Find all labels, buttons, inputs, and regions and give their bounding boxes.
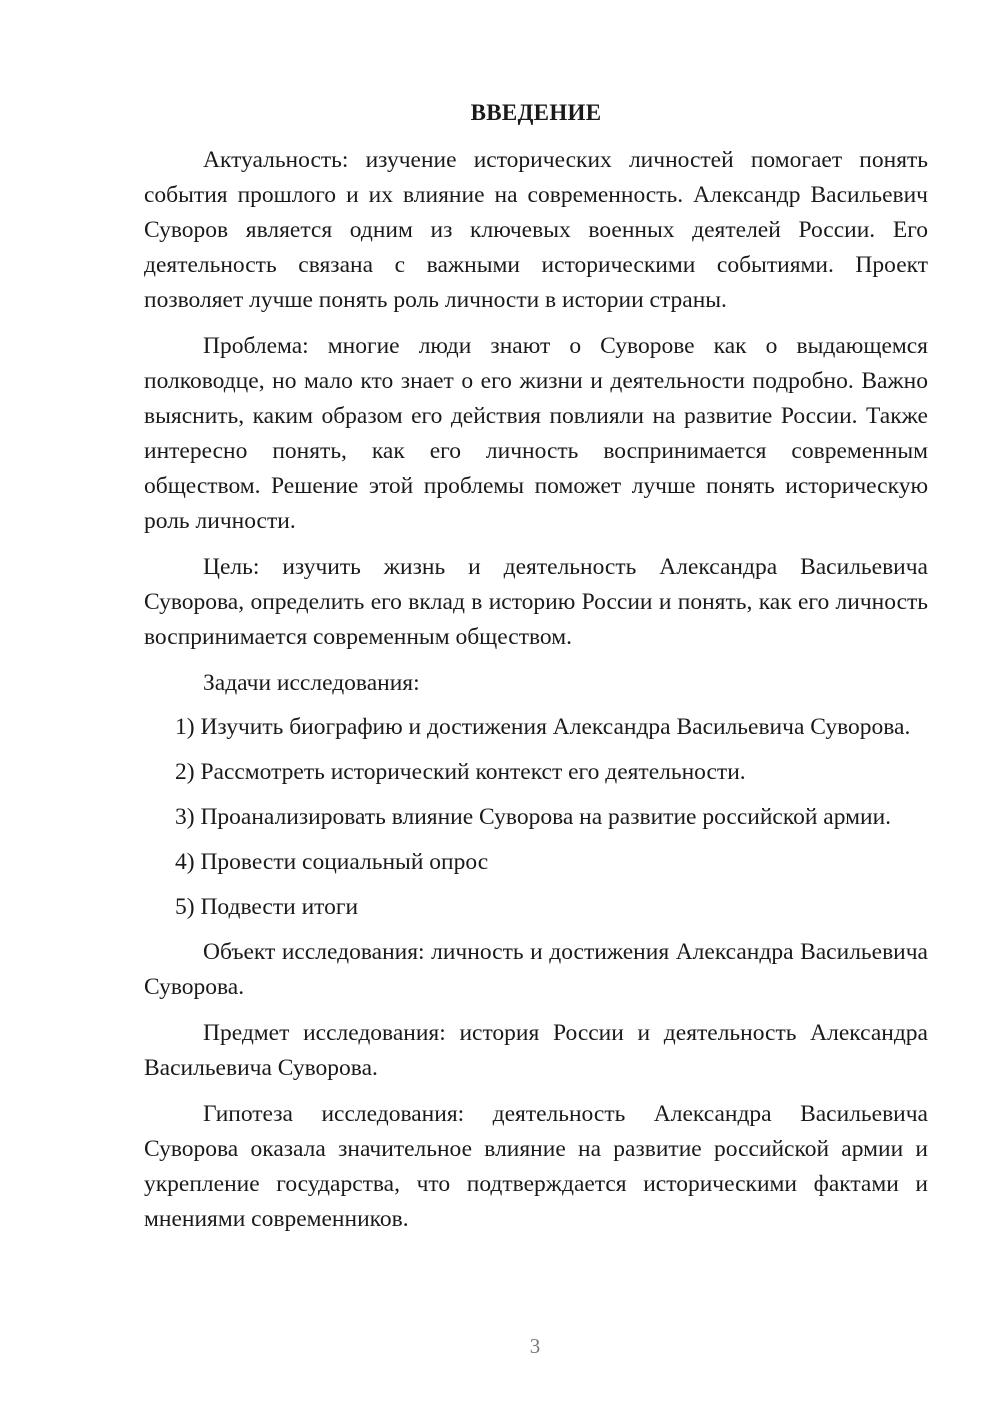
tasks-list — [144, 710, 928, 925]
list-item: 3) Проанализировать влияние Суворова на развитие российской армии. — [175, 804, 892, 830]
list-item: 1) Изучить биографию и достижения Александра Васильевича Суворова. — [175, 714, 911, 740]
paragraph-goal: Цель: изучить жизнь и деятельность Александра Васильевича Суворова, определить его вклад в историю России и понять, как его личность воспринимается современным обществом. — [144, 554, 928, 650]
page-title: ВВЕДЕНИЕ — [470, 100, 602, 125]
paragraph-relevance: Актуальность: изучение исторических личностей помогает понять события прошлого и их влияние на современность. Александр Васильевич Суворов является одним из ключевых военных деятелей России. Его деятельность связана с важными историческими событиями. Проект позволяет лучше понять роль личности в истории страны. — [144, 147, 928, 313]
list-item: 5) Подвести итоги — [175, 894, 359, 920]
document-page — [144, 95, 928, 1248]
page-number: 3 — [529, 1334, 541, 1358]
paragraph-hypothesis: Гипотеза исследования: деятельность Александра Васильевича Суворова оказала значительное влияние на развитие российской армии и укрепление государства, что подтверждается историческими фактами и мнениями современников. — [144, 1101, 928, 1232]
paragraph-subject: Предмет исследования: история России и деятельность Александра Васильевича Суворова. — [144, 1020, 928, 1081]
paragraph-problem: Проблема: многие люди знают о Суворове как о выдающемся полководце, но мало кто знает о его жизни и деятельности подробно. Важно выяснить, каким образом его действия повлияли на развитие России. Также интересно понять, как его личность воспринимается современным обществом. Решение этой проблемы поможет лучше понять историческую роль личности. — [144, 333, 928, 534]
tasks-heading: Задачи исследования: — [203, 670, 420, 696]
list-item: 4) Провести социальный опрос — [175, 849, 489, 875]
paragraph-object: Объект исследования: личность и достижения Александра Васильевича Суворова. — [144, 939, 928, 1000]
list-item: 2) Рассмотреть исторический контекст его деятельности. — [175, 759, 746, 785]
